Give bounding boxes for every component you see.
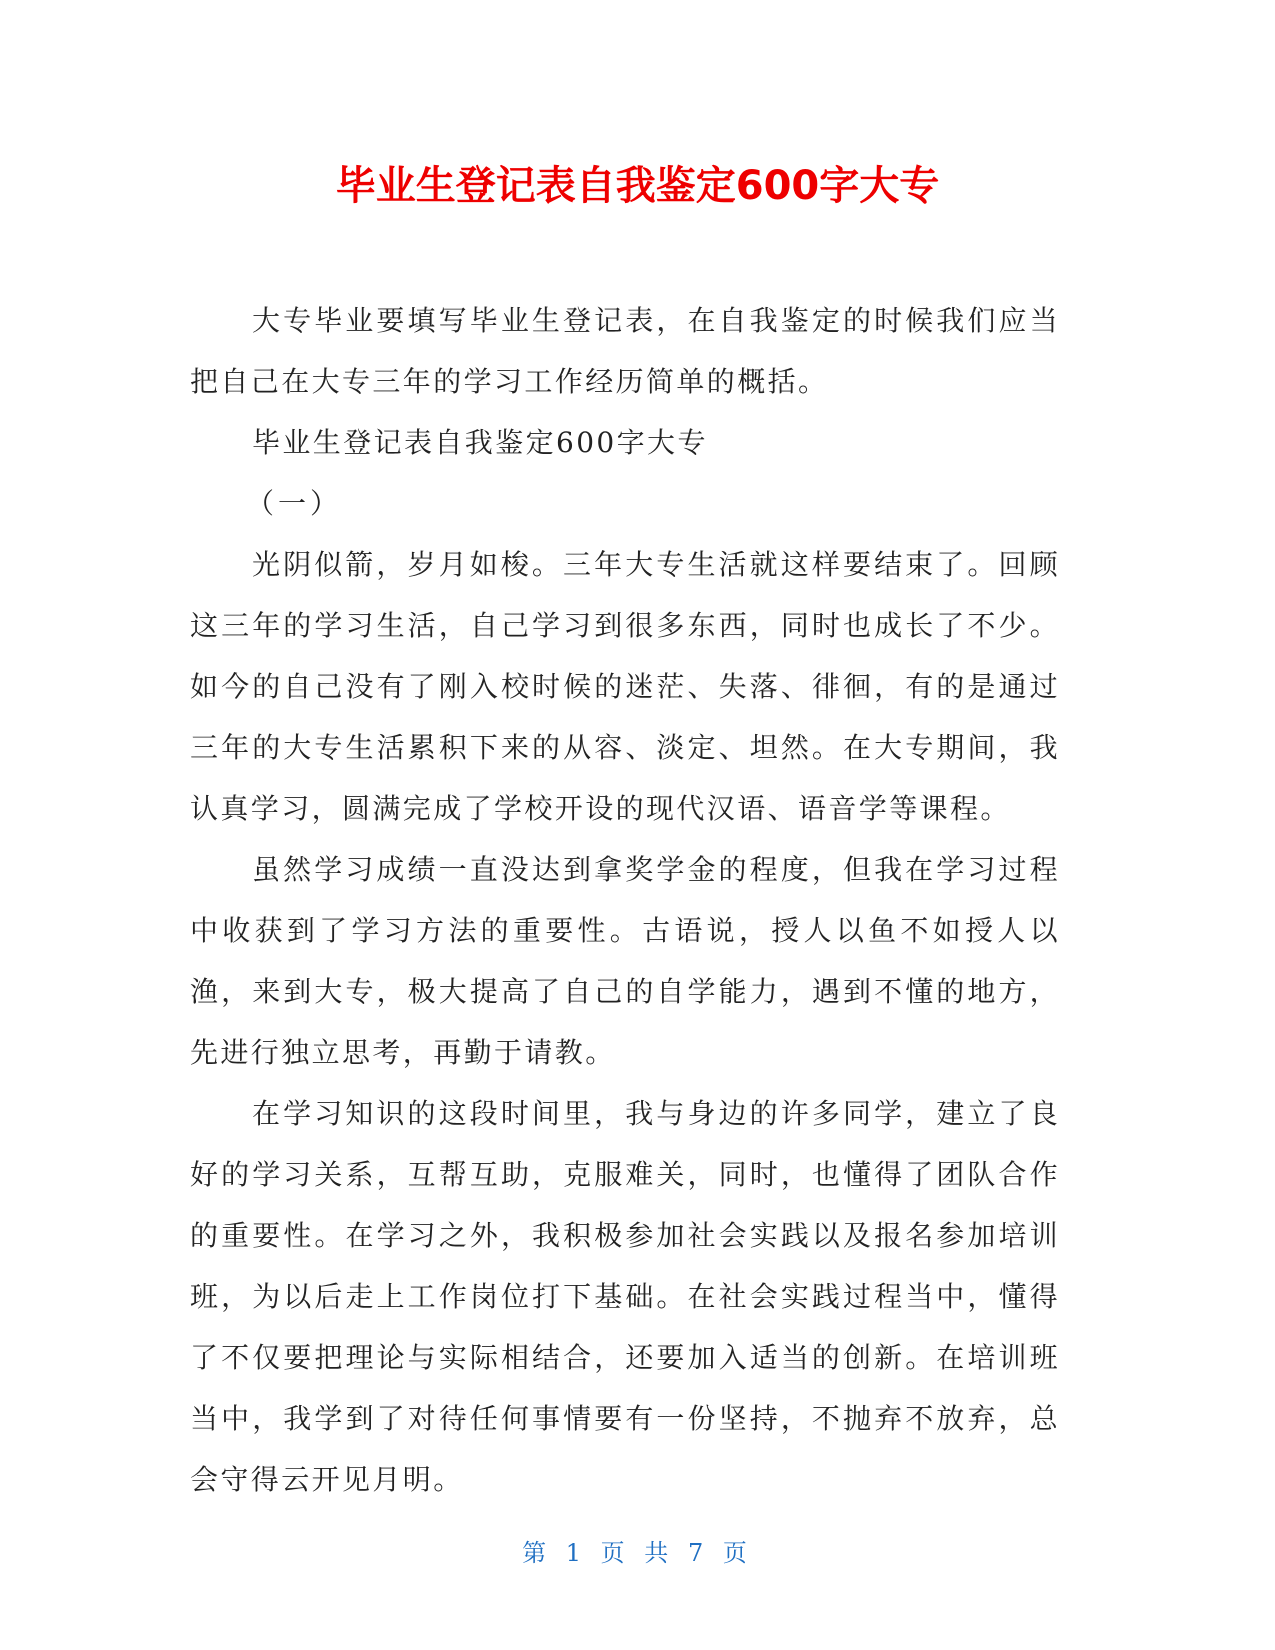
page-footer: 第 1 页 共 7 页 <box>522 1539 753 1567</box>
paragraph-body-2: 虽然学习成绩一直没达到拿奖学金的程度，但我在学习过程中收获到了学习方法的重要性。古语说，授人以鱼不如授人以渔，来到大专，极大提高了自己的自学能力，遇到不懂的地方，先进行独立思考，再勤于请教。 <box>190 853 1060 1069</box>
section-marker: （一） <box>246 487 343 520</box>
paragraph-body-1: 光阴似箭，岁月如梭。三年大专生活就这样要结束了。回顾这三年的学习生活，自己学习到很多东西，同时也成长了不少。如今的自己没有了刚入校时候的迷茫、失落、徘徊，有的是通过三年的大专生活累积下来的从容、淡定、坦然。在大专期间，我认真学习，圆满完成了学校开设的现代汉语、语音学等课程。 <box>190 548 1060 825</box>
document-body <box>190 290 1060 1510</box>
document-title: 毕业生登记表自我鉴定600字大专 <box>335 163 940 209</box>
paragraph-body-3: 在学习知识的这段时间里，我与身边的许多同学，建立了良好的学习关系，互帮互助，克服难关，同时，也懂得了团队合作的重要性。在学习之外，我积极参加社会实践以及报名参加培训班，为以后走上工作岗位打下基础。在社会实践过程当中，懂得了不仅要把理论与实际相结合，还要加入适当的创新。在培训班当中，我学到了对待任何事情要有一份坚持，不抛弃不放弃，总会守得云开见月明。 <box>190 1097 1060 1496</box>
paragraph-intro: 大专毕业要填写毕业生登记表，在自我鉴定的时候我们应当把自己在大专三年的学习工作经历简单的概括。 <box>190 304 1060 398</box>
paragraph-subtitle: 毕业生登记表自我鉴定600字大专 <box>252 426 708 459</box>
